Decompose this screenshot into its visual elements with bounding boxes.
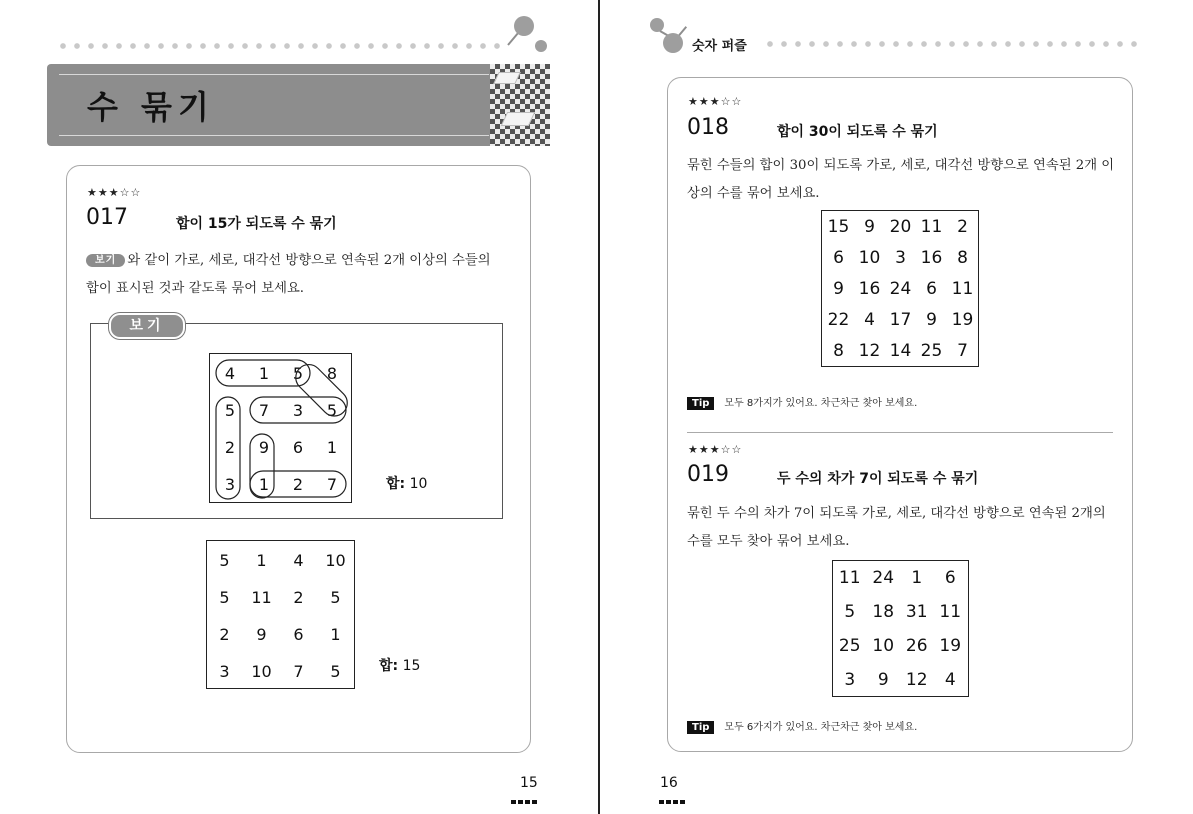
grid-cell: 3 — [895, 248, 906, 268]
puzzle-019-instruction — [687, 500, 1117, 556]
puzzle-019-stars: ★★★☆☆ — [688, 443, 743, 456]
grid-cell: 2 — [293, 588, 304, 607]
puzzle-title: 합이 15가 되도록 수 묶기 — [176, 216, 337, 232]
grid-cell: 22 — [827, 310, 850, 330]
grid-cell: 3 — [844, 670, 856, 690]
grid-cell: 10 — [858, 248, 881, 268]
grid-cell: 24 — [889, 279, 912, 299]
grid-cell: 1 — [256, 551, 267, 570]
grid-cell: 31 — [905, 602, 928, 622]
example-badge: 보기 — [86, 254, 125, 267]
grid-cell: 5 — [219, 551, 230, 570]
grid-cell: 2 — [224, 438, 236, 457]
grid-cell: 5 — [219, 588, 230, 607]
puzzle-018-title: 합이 30이 되도록 수 묶기 — [777, 124, 938, 140]
grid-cell: 6 — [944, 568, 956, 588]
grid-cell: 8 — [957, 248, 968, 268]
banner-rule-top — [59, 74, 489, 75]
grid-cell: 5 — [330, 662, 341, 681]
grid-cell: 25 — [838, 636, 861, 656]
puzzle-019-title: 두 수의 차가 7이 되도록 수 묶기 — [777, 471, 979, 487]
grid-cell: 11 — [838, 568, 861, 588]
instruction-line-2: 합이 표시된 것과 같도록 묶어 보세요. — [86, 281, 305, 296]
left-page-number: 15 — [520, 775, 538, 791]
grid-cell: 15 — [827, 217, 850, 237]
grid-cell: 17 — [889, 310, 912, 330]
instruction-text-1: 와 같이 가로, 세로, 대각선 방향으로 연속된 2개 이상의 수들의 — [127, 253, 491, 268]
puzzle-019-number: 019 — [687, 462, 729, 487]
grid-cell: 11 — [951, 279, 974, 299]
tip-text: 모두 6가지가 있어요. 차근차근 찾아 보세요. — [724, 722, 918, 733]
banner-rule-bottom — [59, 135, 489, 136]
puzzle-019-text-2: 수를 모두 찾아 묶어 보세요. — [687, 534, 850, 549]
puzzle-018-text-1: 묶힌 수들의 합이 30이 되도록 가로, 세로, 대각선 방향으로 연속된 2개 이 — [687, 158, 1115, 173]
puzzle-number: 017 — [86, 205, 128, 230]
book-spine — [598, 0, 600, 814]
grid-cell: 2 — [957, 217, 968, 237]
grid-cell: 2 — [219, 625, 230, 644]
grid-cell: 7 — [326, 475, 338, 494]
grid-cell: 7 — [258, 401, 270, 420]
grid-cell: 2 — [292, 475, 304, 494]
checker-decoration — [490, 64, 550, 146]
grid-cell: 7 — [293, 662, 304, 681]
tip-badge: Tip — [687, 397, 714, 410]
header-dot-rule — [56, 41, 504, 51]
puzzle-019-grid — [832, 560, 969, 697]
grid-cell: 3 — [224, 475, 236, 494]
puzzle-instruction — [86, 247, 516, 303]
grid-cell: 14 — [889, 341, 912, 361]
grid-cell: 6 — [292, 438, 304, 457]
grid-cell: 4 — [224, 364, 236, 383]
grid-cell: 6 — [833, 248, 844, 268]
grid-cell: 5 — [330, 588, 341, 607]
grid-cell: 9 — [926, 310, 937, 330]
puzzle-018-text-2: 상의 수를 묶어 보세요. — [687, 186, 820, 201]
example-number-grid — [209, 353, 352, 503]
grid-cell: 1 — [911, 568, 923, 588]
puzzle-018-instruction — [687, 152, 1117, 208]
grid-cell: 5 — [292, 364, 304, 383]
grid-cell: 26 — [905, 636, 928, 656]
grid-cell: 5 — [844, 602, 856, 622]
puzzle-sum — [379, 655, 420, 675]
grid-cell: 19 — [939, 636, 962, 656]
puzzle-sum-label: 합: — [379, 658, 399, 674]
grid-cell: 8 — [326, 364, 338, 383]
grid-cell: 11 — [939, 602, 962, 622]
grid-cell: 4 — [864, 310, 875, 330]
grid-cell: 9 — [864, 217, 875, 237]
chapter-title: 수 묶기 — [87, 88, 215, 126]
grid-cell: 11 — [920, 217, 943, 237]
grid-cell: 25 — [920, 341, 943, 361]
example-tab: 보기 — [109, 313, 185, 339]
grid-cell: 6 — [926, 279, 937, 299]
checker-cube-bottom — [501, 112, 536, 126]
grid-cell: 4 — [293, 551, 304, 570]
grid-cell: 1 — [326, 438, 338, 457]
grid-cell: 16 — [858, 279, 881, 299]
grid-cell: 7 — [957, 341, 968, 361]
grid-cell: 19 — [951, 310, 974, 330]
grid-cell: 8 — [833, 341, 844, 361]
right-page-number: 16 — [660, 775, 678, 791]
section-header: 숫자 퍼즐 — [692, 39, 747, 54]
grid-cell: 9 — [877, 670, 889, 690]
grid-cell: 3 — [219, 662, 230, 681]
chapter-title-banner — [47, 64, 550, 146]
grid-cell: 20 — [889, 217, 912, 237]
puzzle-divider — [687, 432, 1113, 433]
example-sum — [386, 473, 427, 493]
grid-cell: 10 — [325, 551, 346, 570]
puzzle-019-text-1: 묶힌 두 수의 차가 7이 되도록 가로, 세로, 대각선 방향으로 연속된 2개의 — [687, 506, 1106, 521]
header-deco-circle-large — [514, 16, 534, 36]
grid-cell: 6 — [293, 625, 304, 644]
grid-cell: 1 — [258, 364, 270, 383]
left-page-bar — [511, 800, 539, 804]
grid-cell: 9 — [258, 438, 270, 457]
grid-cell: 1 — [330, 625, 341, 644]
grid-cell: 1 — [258, 475, 270, 494]
grid-cell: 24 — [872, 568, 895, 588]
right-deco-circle-large — [663, 33, 683, 53]
grid-cell: 18 — [872, 602, 895, 622]
header-deco-circle-small — [535, 40, 547, 52]
grid-cell: 16 — [920, 248, 943, 268]
grid-cell: 3 — [292, 401, 304, 420]
difficulty-stars: ★★★☆☆ — [87, 186, 142, 199]
puzzle-017-grid — [206, 540, 355, 689]
grid-cell: 12 — [858, 341, 881, 361]
puzzle-019-tip — [687, 718, 917, 734]
checker-cube-top — [493, 72, 521, 84]
grid-cell: 9 — [256, 625, 267, 644]
example-sum-label: 합: — [386, 476, 406, 492]
grid-cell: 10 — [872, 636, 895, 656]
right-page-bar — [659, 800, 687, 804]
grid-cell: 9 — [833, 279, 844, 299]
grid-cell: 4 — [944, 670, 956, 690]
puzzle-018-stars: ★★★☆☆ — [688, 95, 743, 108]
grid-cell: 5 — [326, 401, 338, 420]
grid-cell: 5 — [224, 401, 236, 420]
right-deco-circle-small — [650, 18, 664, 32]
puzzle-sum-value: 15 — [402, 658, 421, 674]
puzzle-018-number: 018 — [687, 115, 729, 140]
grid-cell: 11 — [251, 588, 272, 607]
puzzle-018-grid — [821, 210, 979, 367]
grid-cell: 10 — [251, 662, 272, 681]
grid-cell: 12 — [905, 670, 928, 690]
example-sum-value: 10 — [409, 476, 428, 492]
tip-badge: Tip — [687, 721, 714, 734]
tip-text: 모두 8가지가 있어요. 차근차근 찾아 보세요. — [724, 398, 918, 409]
instruction-line-1 — [86, 247, 516, 275]
puzzle-018-tip — [687, 394, 917, 410]
right-header-dot-rule — [763, 39, 1141, 49]
